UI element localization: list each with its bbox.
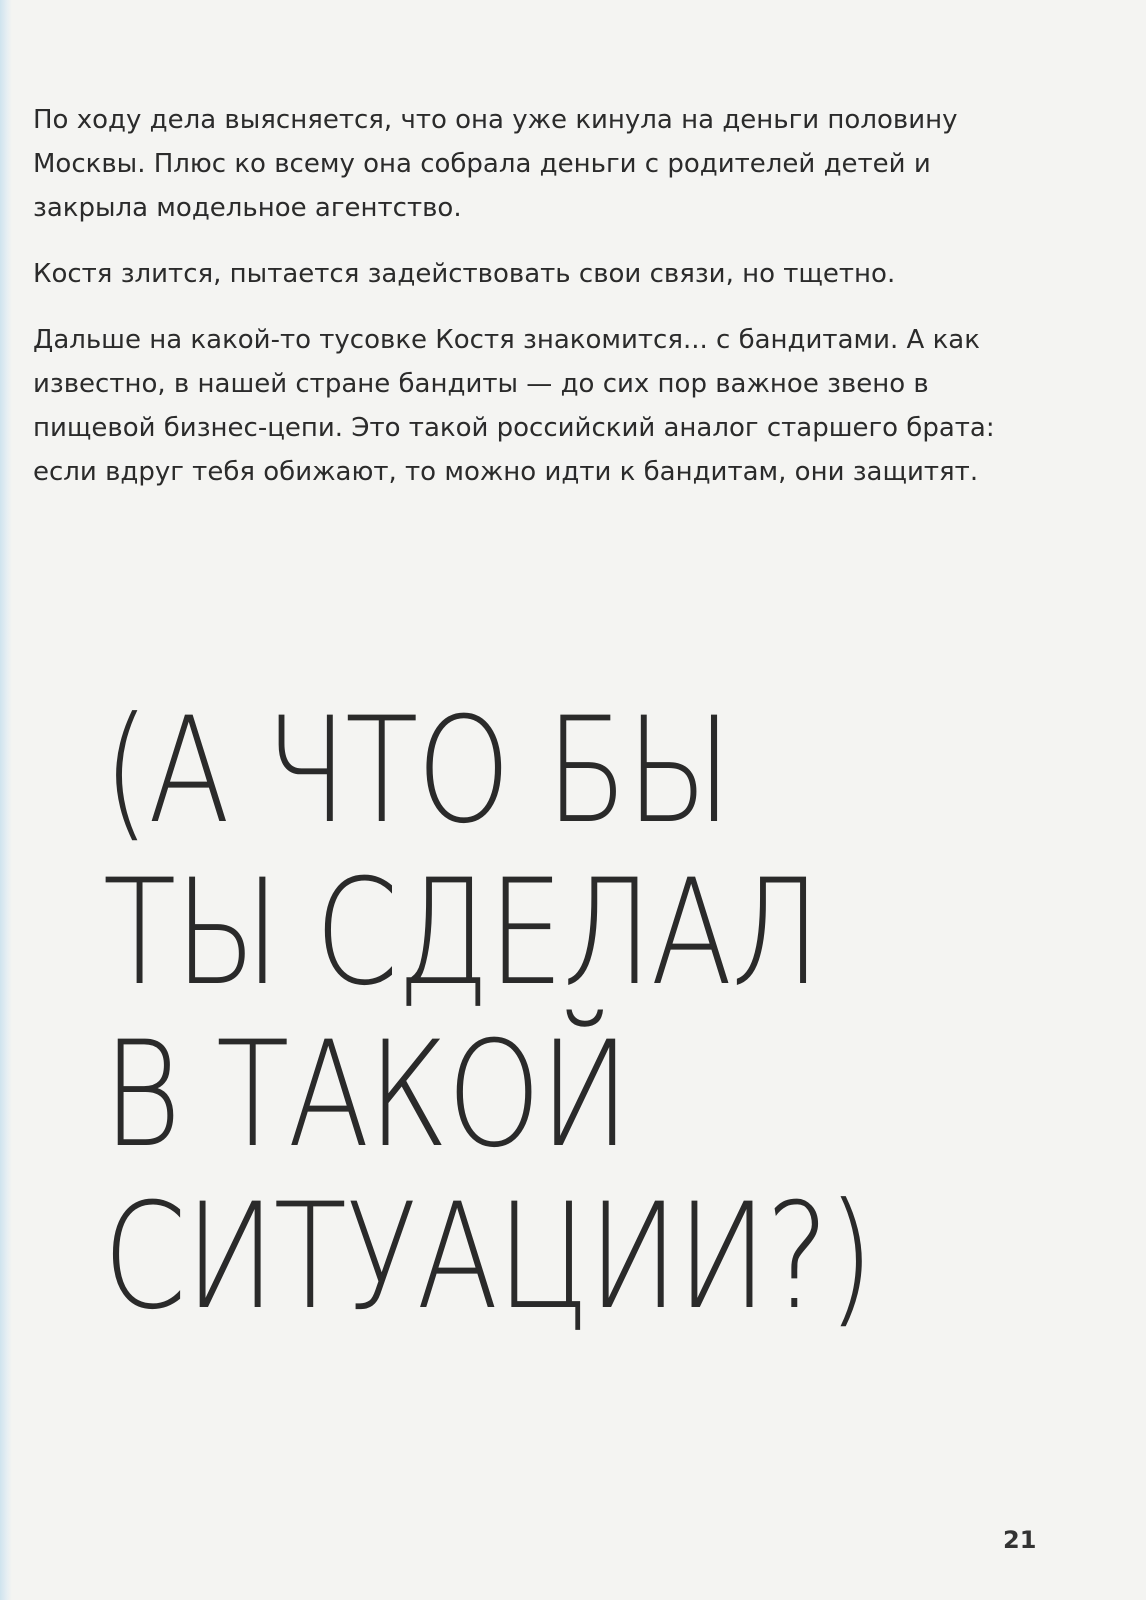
pull-quote-line: В ТАКОЙ bbox=[103, 1010, 629, 1180]
pull-quote-line: ТЫ СДЕЛАЛ bbox=[103, 848, 820, 1018]
body-text bbox=[33, 98, 1053, 516]
page-edge bbox=[0, 0, 12, 1600]
pull-quote bbox=[103, 686, 890, 1342]
pull-quote-line: (А ЧТО БЫ bbox=[103, 686, 731, 856]
page-number: 21 bbox=[1003, 1526, 1037, 1554]
pull-quote-line: СИТУАЦИИ?) bbox=[103, 1172, 873, 1342]
paragraph: Костя злится, пытается задействовать свои связи, но тщетно. bbox=[33, 259, 896, 289]
paragraph: Дальше на какой-то тусовке Костя знакомится... с бандитами. А как известно, в нашей стране бандиты — до сих пор важное звено в пищевой бизнес-цепи. Это такой российский аналог старшего брата: если вдруг тебя обижают, то можно идти к бандитам, они защитят. bbox=[33, 325, 995, 487]
paragraph: По ходу дела выясняется, что она уже кинула на деньги половину Москвы. Плюс ко всему она собрала деньги с родителей детей и закрыла модельное агентство. bbox=[33, 105, 958, 223]
